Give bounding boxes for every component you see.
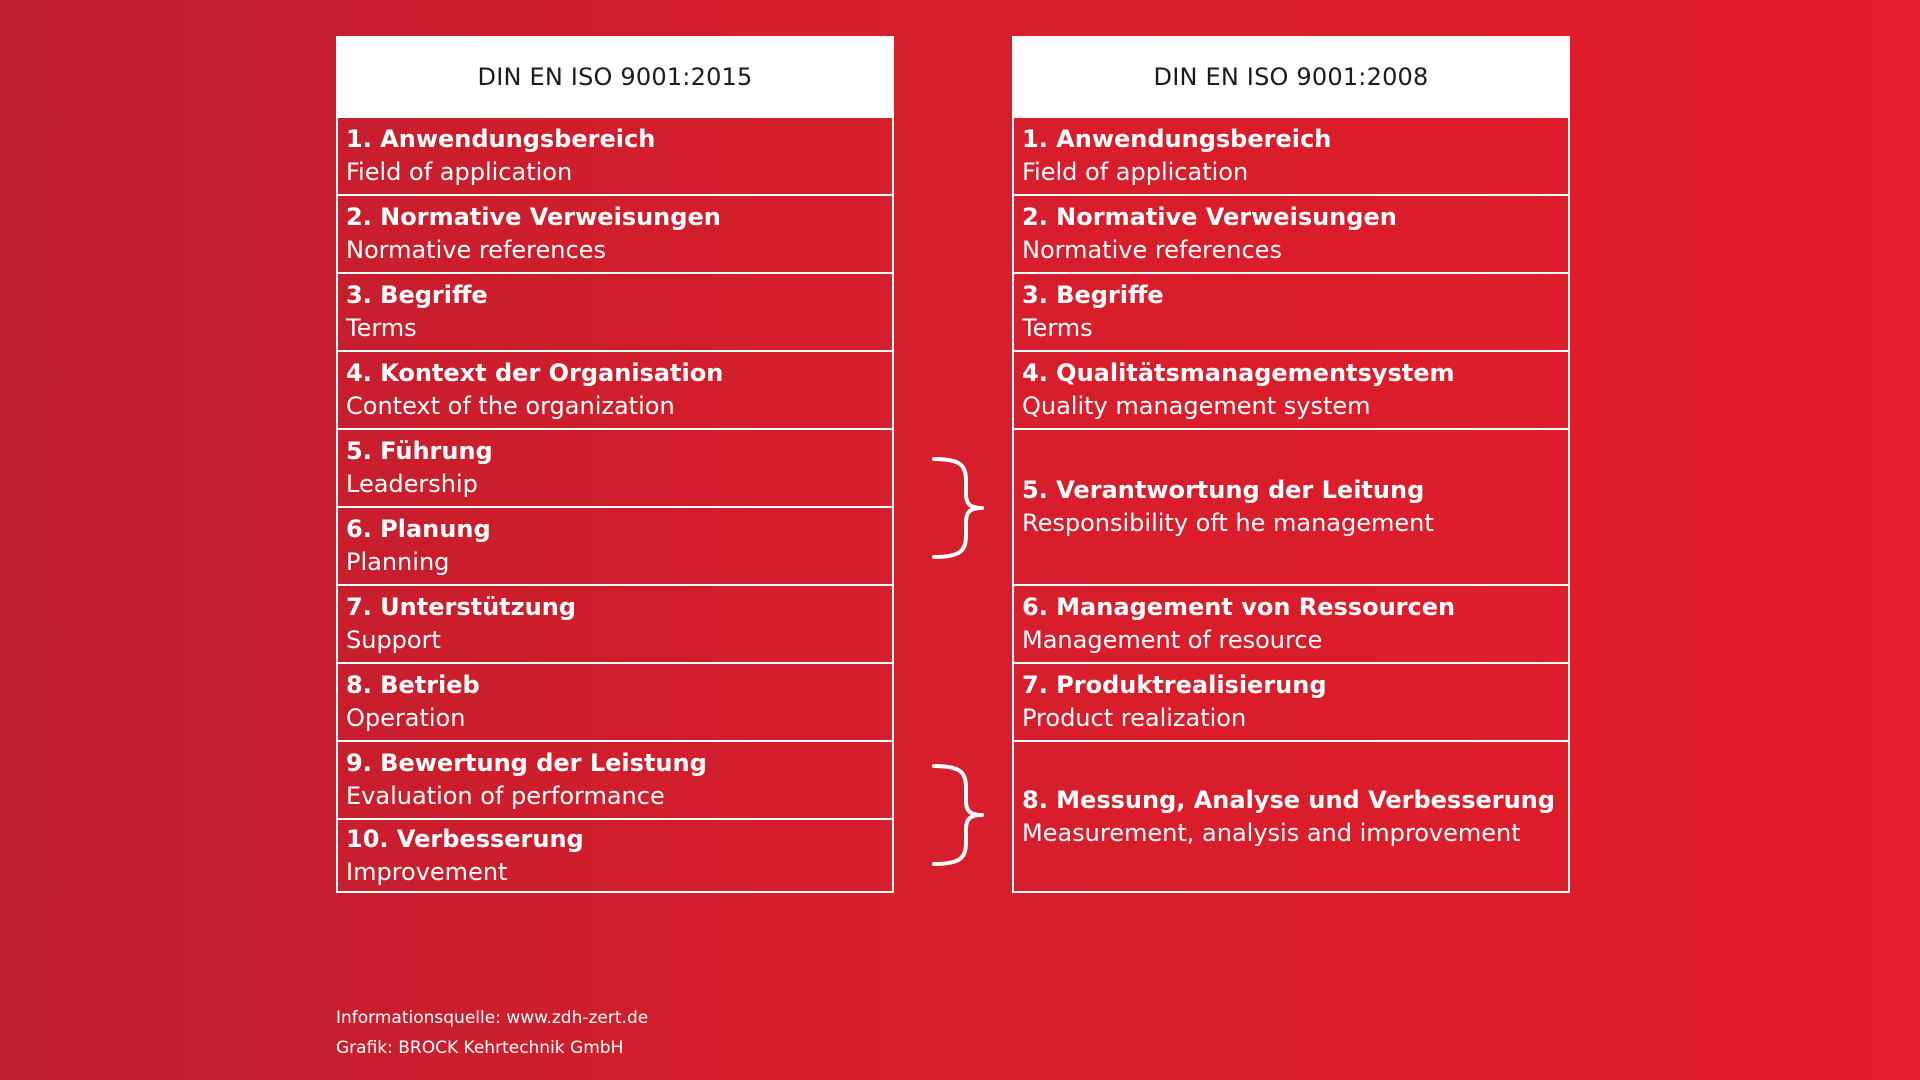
row-title-en: Quality management system xyxy=(1022,392,1371,420)
row-title-de: 6. Planung xyxy=(346,515,491,543)
row-title-de: 6. Management von Ressourcen xyxy=(1022,593,1456,621)
table-row xyxy=(1014,116,1568,194)
right-brace-icon xyxy=(928,763,988,867)
table-header-2008: DIN EN ISO 9001:2008 xyxy=(1014,38,1568,116)
table-row xyxy=(1014,272,1568,350)
row-title-en: Normative references xyxy=(346,236,606,264)
table-row xyxy=(338,662,892,740)
table-row xyxy=(338,350,892,428)
table-row xyxy=(338,506,892,584)
row-title-en: Field of application xyxy=(346,158,573,186)
row-title-en: Context of the organization xyxy=(346,392,675,420)
table-row xyxy=(338,116,892,194)
row-title-en: Evaluation of performance xyxy=(346,782,665,810)
row-title-de: 3. Begriffe xyxy=(346,281,488,309)
row-title-de: 5. Verantwortung der Leitung xyxy=(1022,476,1425,504)
table-iso-2008 xyxy=(1012,36,1570,893)
table-row xyxy=(1014,662,1568,740)
row-title-de: 7. Produktrealisierung xyxy=(1022,671,1327,699)
table-row xyxy=(1014,740,1568,891)
row-title-en: Terms xyxy=(346,314,417,342)
table-row xyxy=(338,740,892,818)
table-row xyxy=(338,818,892,891)
table-row xyxy=(338,194,892,272)
row-title-en: Terms xyxy=(1022,314,1093,342)
footer-credit-text: Grafik: BROCK Kehrtechnik GmbH xyxy=(336,1038,624,1058)
row-title-de: 5. Führung xyxy=(346,437,493,465)
table-row xyxy=(338,584,892,662)
row-title-en: Improvement xyxy=(346,857,508,886)
row-title-de: 2. Normative Verweisungen xyxy=(346,203,721,231)
footer-source-text: Informationsquelle: www.zdh-zert.de xyxy=(336,1008,649,1028)
table-header-2015: DIN EN ISO 9001:2015 xyxy=(338,38,892,116)
right-brace-icon xyxy=(928,456,988,560)
row-title-de: 4. Qualitätsmanagementsystem xyxy=(1022,359,1455,387)
row-title-de: 8. Messung, Analyse und Verbesserung xyxy=(1022,785,1555,814)
table-row xyxy=(1014,428,1568,584)
row-title-de: 8. Betrieb xyxy=(346,671,480,699)
row-title-de: 1. Anwendungsbereich xyxy=(346,125,656,153)
row-title-de: 3. Begriffe xyxy=(1022,281,1164,309)
row-title-en: Leadership xyxy=(346,470,478,498)
row-title-de: 1. Anwendungsbereich xyxy=(1022,125,1332,153)
row-title-en: Planning xyxy=(346,548,450,576)
row-title-en: Responsibility oft he management xyxy=(1022,509,1434,537)
row-title-en: Management of resource xyxy=(1022,626,1323,654)
table-row xyxy=(1014,584,1568,662)
row-title-de: 2. Normative Verweisungen xyxy=(1022,203,1397,231)
row-title-en: Product realization xyxy=(1022,704,1247,732)
row-title-en: Support xyxy=(346,626,441,654)
table-iso-2015 xyxy=(336,36,894,893)
row-title-de: 9. Bewertung der Leistung xyxy=(346,749,707,777)
row-title-en: Operation xyxy=(346,704,466,732)
row-title-en: Normative references xyxy=(1022,236,1282,264)
row-title-de: 10. Verbesserung xyxy=(346,824,584,853)
row-title-en: Measurement, analysis and improvement xyxy=(1022,818,1521,847)
row-title-de: 7. Unterstützung xyxy=(346,593,576,621)
table-row xyxy=(1014,350,1568,428)
table-row xyxy=(338,272,892,350)
row-title-en: Field of application xyxy=(1022,158,1249,186)
table-row xyxy=(1014,194,1568,272)
row-title-de: 4. Kontext der Organisation xyxy=(346,359,724,387)
table-row xyxy=(338,428,892,506)
